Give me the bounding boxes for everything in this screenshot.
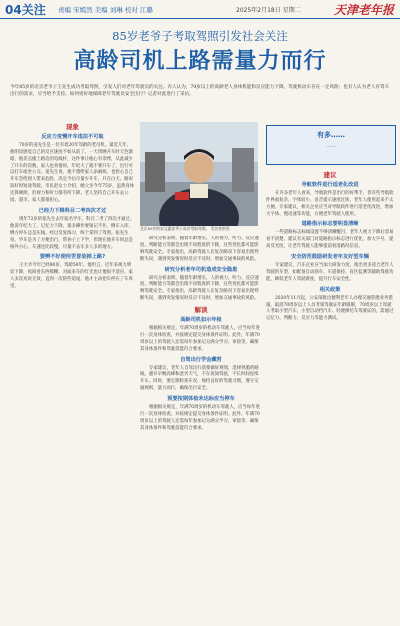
sidebar-box	[266, 125, 396, 165]
section-title-jiedu: 解读	[194, 306, 208, 315]
body-paragraph: 70岁的姜先生是一位有着20年驾龄的老司机。最近几年，他明显感觉自己的反应速度不如从前了。一天傍晚开车时天色渐暗，他差点撞上路边的电线杆，这件事让他心有余悸，从此减少了开车的次数。家人也劝他说，年纪大了就不要开车了，出行可以打车或坐公交。姜先生说，他不想给家人添麻烦，也担心自己开车会给别人带来危险，决定今后尽量少开车，只在白天、路况较好时短途驾驶。市民赵女士介绍，她父亲今年75岁，虽然身体还算硬朗，但视力和听力都有所下降。老人坚持自己开车去公园、超市，家人都很担心。	[10, 142, 135, 204]
headline: 高龄司机上路需量力而行	[73, 48, 327, 74]
column-1	[10, 120, 135, 620]
page-number: 04关注	[5, 3, 46, 17]
issue-date: 2025年2月18日 星期二	[236, 7, 301, 14]
page-header	[0, 0, 400, 19]
body-paragraph: 研究分析表明，随着年龄增长，人的视力、听力、反应速度、判断能力等都会出现不同程度的下降，这些变化都可能影响驾驶安全。专家指出，高龄驾驶人在复杂路况下容易出现判断失误，遇到突发情况时反应不及时，增加交通事故的风险。	[140, 275, 259, 302]
photo-caption: 北京85岁的宋文惠老爷子成功考取驾照。 受访者供图	[140, 226, 230, 231]
subhead-9: 道路指示标志要明显清晰	[301, 221, 359, 228]
body-paragraph: 一些道路标志标线设置不够清晰醒目，老年人视力下降后容易看不清楚。建议有关部门对道路指示标志进行优化，加大字号、提高反光度，让老年驾驶人能够提前看清路况信息。	[266, 230, 394, 250]
subhead-2: 已经力下降科目二考四次才过	[38, 207, 107, 214]
subhead-4: 研究分析老年司机造成安全隐患	[164, 266, 238, 273]
subhead-11: 相关政策	[319, 286, 341, 293]
newspaper-logo: 天津老年报	[333, 3, 394, 17]
section-title-xianxiang: 现象	[66, 123, 79, 131]
body-paragraph: 现年72岁的张先生去年报名学车，科目二考了四次才通过。他说年纪大了，记忆力下降，很多操作要领记不住，倒车入库、侧方停车总是压线。经过反复练习，终于拿到了驾照。张先生说，学车是为了方便出行，带孙子上下学，但现在他开车时总是格外小心，车速也比较慢，尽量不去车多人多的地方。	[10, 216, 135, 250]
subhead-5: 高龄司机如示年检	[180, 317, 222, 324]
subhead-3: 要辨不好使何苦冒故掉上路?	[39, 254, 106, 261]
body-paragraph: 专家建议，汽车企业应当加大研发力度，推出更多适合老年人驾驶的车型，如配备自动刹车、车道保持、盲区监测等辅助驾驶功能，降低老年人驾驶难度，提升行车安全性。	[266, 262, 394, 282]
sidebar-box-title: 有多……	[317, 131, 345, 139]
news-photo	[140, 122, 258, 226]
body-paragraph: 王大爷今年已经80岁，驾龄50年。他坦言，近年来视力明显下降，夜间看东西模糊，对面来车的灯光也让他很不适应。家人多次劝说无效，直到一次险些追尾，他才主动把车停在了车库里。	[10, 263, 133, 290]
column-3	[266, 168, 394, 622]
subhead-6: 自驾出行学会藏哲	[180, 356, 222, 363]
section-title-jianyi: 建议	[323, 171, 337, 179]
body-paragraph: 研究分析表明，随着年龄增长，人的视力、听力、反应速度、判断能力等都会出现不同程度的下降，这些变化都可能影响驾驶安全。专家指出，高龄驾驶人在复杂路况下容易出现判断失误，遇到突发情况时反应不及时，增加交通事故的风险。	[140, 236, 259, 262]
kicker: 85岁老爷子考取驾照引发社会关注	[112, 29, 288, 43]
body-paragraph: 在许多老年人看来，导航软件是出行的好帮手，但有些导航软件界面复杂、字体较小，语音提示速度过快，老年人使用起来不太方便。专家建议，相关企业应当对导航软件进行适老化改进，增加大字体、慢语速等功能，方便老年驾驶人使用。	[266, 190, 394, 217]
body-paragraph: 根据相关规定，年满70周岁的机动车驾驶人，应当每年进行一次身体检查，并按规定提交身体条件证明。此外，年满70周岁以上的驾驶人还需每年参加记分满分学习、审验等，确保其身体条件和驾驶技能符合要求。	[140, 325, 260, 352]
photo-elderly-driver	[140, 122, 258, 226]
editor-credits: 责编 宋嫣然 美编 刘琳 校对 江璐	[58, 6, 153, 14]
body-paragraph: 专家建议，老年人自驾出行前要做好规划，选择熟悉的路线，避开早晚高峰和恶劣天气，不在夜间驾驶，不长时间连续开车。同时，要定期检查车况，保持良好的驾驶习惯，遵守交通规则，量力而行，确保出行安全。	[140, 365, 259, 392]
subhead-1: 反应力变慢开车违法不可取	[41, 133, 104, 140]
subhead-8: 导航软件进行适老化改进	[301, 181, 359, 188]
sidebar-box-subtitle: ……	[326, 144, 336, 149]
subhead-10: 安全防范鼓励研发老年友好型车辆	[291, 254, 369, 261]
lead-paragraph: 今年85岁的北京老爷子王先生成功考取驾照，引发人们对老年驾驶员的关注。有人认为，70岁以上的高龄老人身体机能和反应能力下降，驾驶机动车存在一定风险；也有人认为老人有驾车出行的需求，应当给予支持。如何更好地保障老年驾驶员安全出行？记者对此进行了采访。	[10, 85, 390, 98]
body-paragraph: 根据相关规定，年满70周岁的机动车驾驶人，应当每年进行一次身体检查，并按规定提交身体条件证明。此外，年满70周岁以上的驾驶人还需每年参加记分满分学习、审验等，确保其身体条件和驾驶技能符合要求。	[140, 405, 260, 431]
column-2	[140, 236, 262, 622]
subhead-7: 预要按期体检未达标应当停车	[167, 396, 235, 403]
body-paragraph: 2020年11月起，公安部推出便利老年人办理交通管理业务措施，取消70周岁以上人员考领驾驶证年龄限制，70周岁以上驾驶人考取小型汽车、小型自动挡汽车、轻便摩托车驾驶证的，需通过记忆力、判断力、反应力等能力测试。	[266, 295, 394, 322]
